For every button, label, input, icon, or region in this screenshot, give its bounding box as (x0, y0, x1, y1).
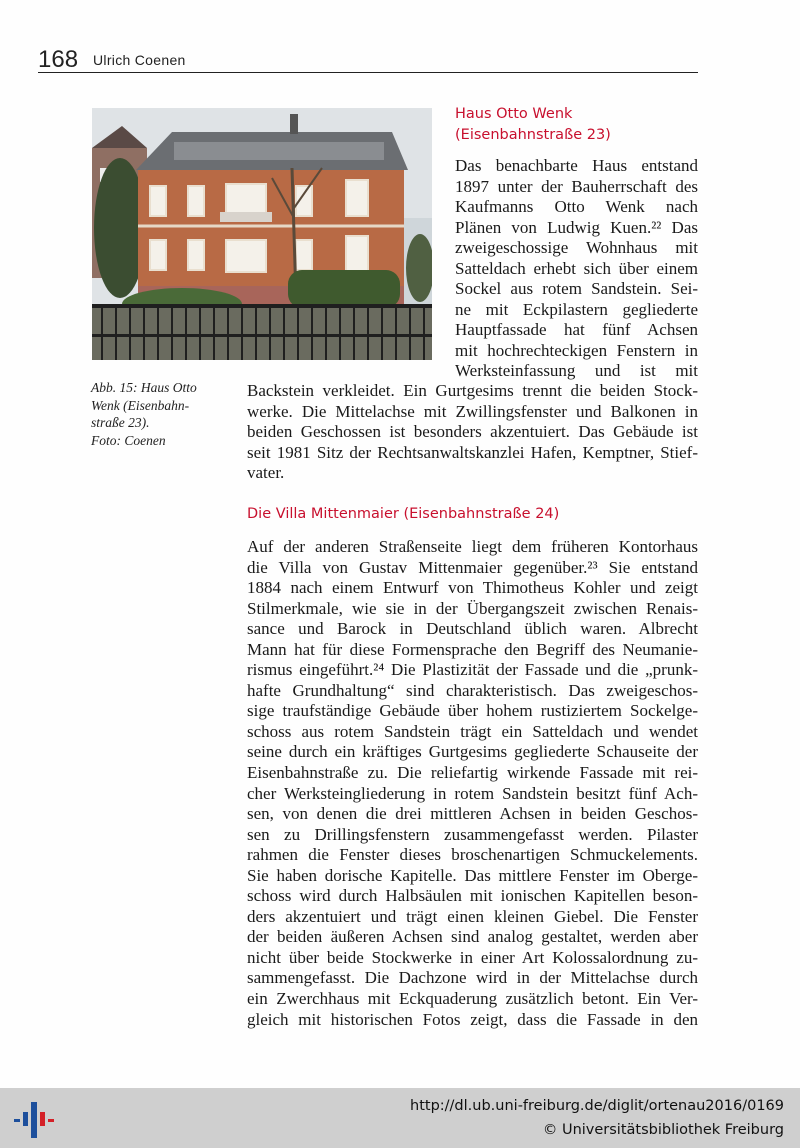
text-line: der beiden äußeren Achsen sind analog gestaltet, werden aber (247, 927, 698, 947)
section-heading-villa-mittenmaier: Die Villa Mittenmaier (Eisenbahnstraße 24) (247, 506, 560, 522)
paragraph-haus-otto-wenk-narrow (455, 156, 698, 382)
text-line: die Villa von Gustav Mittenmaier gegenüber.²³ Sie entstand (247, 557, 698, 577)
paragraph-haus-otto-wenk-wide (247, 381, 698, 484)
section-heading-haus-otto-wenk (455, 104, 705, 146)
text-line: nicht über beide Stockwerke in einer Art Kolossalordnung zu- (247, 947, 698, 967)
text-line: zweigeschossige Wohnhaus mit (455, 238, 698, 258)
text-line: Sie haben dorische Kapitelle. Das mittlere Fenster im Oberge- (247, 865, 698, 885)
text-line: seit 1981 Sitz der Rechtsanwaltskanzlei Hafen, Kemptner, Stief- (247, 442, 698, 462)
text-line: Stilmerkmale, wie sie in der Übergangszeit zwischen Renais- (247, 598, 698, 618)
page-header (38, 44, 698, 73)
text-line: vater. (247, 463, 285, 483)
text-line: mit hochrechteckigen Fenstern in (455, 340, 698, 360)
page-number: 168 (38, 46, 79, 73)
text-line: Eisenbahnstraße zu. Die reliefartig wirkende Fassade mit rei- (247, 763, 698, 783)
caption-line: Wenk (Eisenbahn- (91, 397, 190, 413)
text-line: sen zu Drillingsfenstern zusammengefasst werden. Pilaster (247, 824, 698, 844)
text-line: rahmen die Fenster dieses broschenartigen Schmuckelements. (247, 845, 698, 865)
text-line: ein Zwerchhaus mit Eckquaderung zusätzlich betont. Ein Ver- (247, 989, 698, 1009)
caption-line: straße 23). (91, 415, 150, 430)
footer-bar (0, 1088, 800, 1148)
text-line: schoss wird durch Halbsäulen mit ionischen Kapitellen beson- (247, 886, 698, 906)
text-line: gleich mit historischen Fotos zeigt, dass die Fassade in den (247, 1009, 698, 1029)
text-line: schoss aus rotem Sandstein trägt ein Satteldach und wendet (247, 721, 698, 741)
text-line: sen, von denen die drei mittleren Achsen in beiden Geschos- (247, 804, 698, 824)
text-line: 1897 unter der Bauherrschaft des (455, 176, 698, 196)
house-photo-illustration (92, 108, 432, 360)
text-line: ders akzentuiert und trägt einen kleinen Giebel. Die Fenster (247, 906, 698, 926)
figure-photo-haus-otto-wenk (92, 108, 432, 360)
text-line: Sockel aus rotem Sandstein. Sei- (455, 279, 698, 299)
text-line: ne mit Eckpilastern gegliederte (455, 299, 698, 319)
text-line: 1884 nach einem Entwurf von Thimotheus Kohler und zeigt (247, 578, 698, 598)
caption-line: Foto: Coenen (91, 432, 166, 448)
text-line: werke. Die Mittelachse mit Zwillingsfenster und Balkonen in (247, 401, 698, 421)
running-head-author: Ulrich Coenen (93, 52, 186, 68)
text-line: Das benachbarte Haus entstand (455, 156, 698, 175)
paragraph-villa-mittenmaier (247, 537, 698, 1030)
text-line: Satteldach erhebt sich über einem (455, 258, 698, 278)
text-line: sammengefasst. Die Dachzone wird in der Mittelachse durch (247, 968, 698, 988)
text-line: seine durch ein kräftiges Gurtgesims gegliederte Schauseite der (247, 742, 698, 762)
footer-url-link[interactable]: http://dl.ub.uni-freiburg.de/diglit/ortenau2016/0169 (410, 1098, 784, 1114)
text-line: Backstein verkleidet. Ein Gurtgesims trennt die beiden Stock- (247, 381, 698, 400)
text-line: hafte Grundhaltung“ sind charakteristisch. Das zweigeschos- (247, 680, 698, 700)
heading-line: (Eisenbahnstraße 23) (455, 127, 611, 143)
text-line: rismus eingeführt.²⁴ Die Plastizität der Fassade und die „prunk- (247, 660, 698, 680)
text-line: Werksteinfassung und ist mit (455, 361, 698, 381)
text-line: cher Werksteingliederung in rotem Sandstein besitzt fünf Ach- (247, 783, 698, 803)
text-line: Mann hat für diese Formensprache den Begriff des Neumanie- (247, 639, 698, 659)
text-line: Auf der anderen Straßenseite liegt dem früheren Kontorhaus (247, 537, 698, 556)
caption-line: Abb. 15: Haus Otto (91, 380, 197, 395)
text-line: sige traufständige Gebäude über hohem rustiziertem Sockelge- (247, 701, 698, 721)
text-line: Plänen von Ludwig Kuen.²² Das (455, 217, 698, 237)
footer-copyright: © Universitätsbibliothek Freiburg (542, 1122, 784, 1138)
ub-freiburg-logo-icon (14, 1102, 54, 1138)
text-line: sance und Barock in Deutschland üblich waren. Albrecht (247, 619, 698, 639)
heading-line: Haus Otto Wenk (455, 106, 573, 122)
text-line: Hauptfassade hat fünf Achsen (455, 320, 698, 340)
text-line: Kaufmanns Otto Wenk nach (455, 197, 698, 217)
text-line: beiden Geschossen ist besonders akzentuiert. Das Gebäude ist (247, 422, 698, 442)
figure-caption (91, 379, 226, 449)
